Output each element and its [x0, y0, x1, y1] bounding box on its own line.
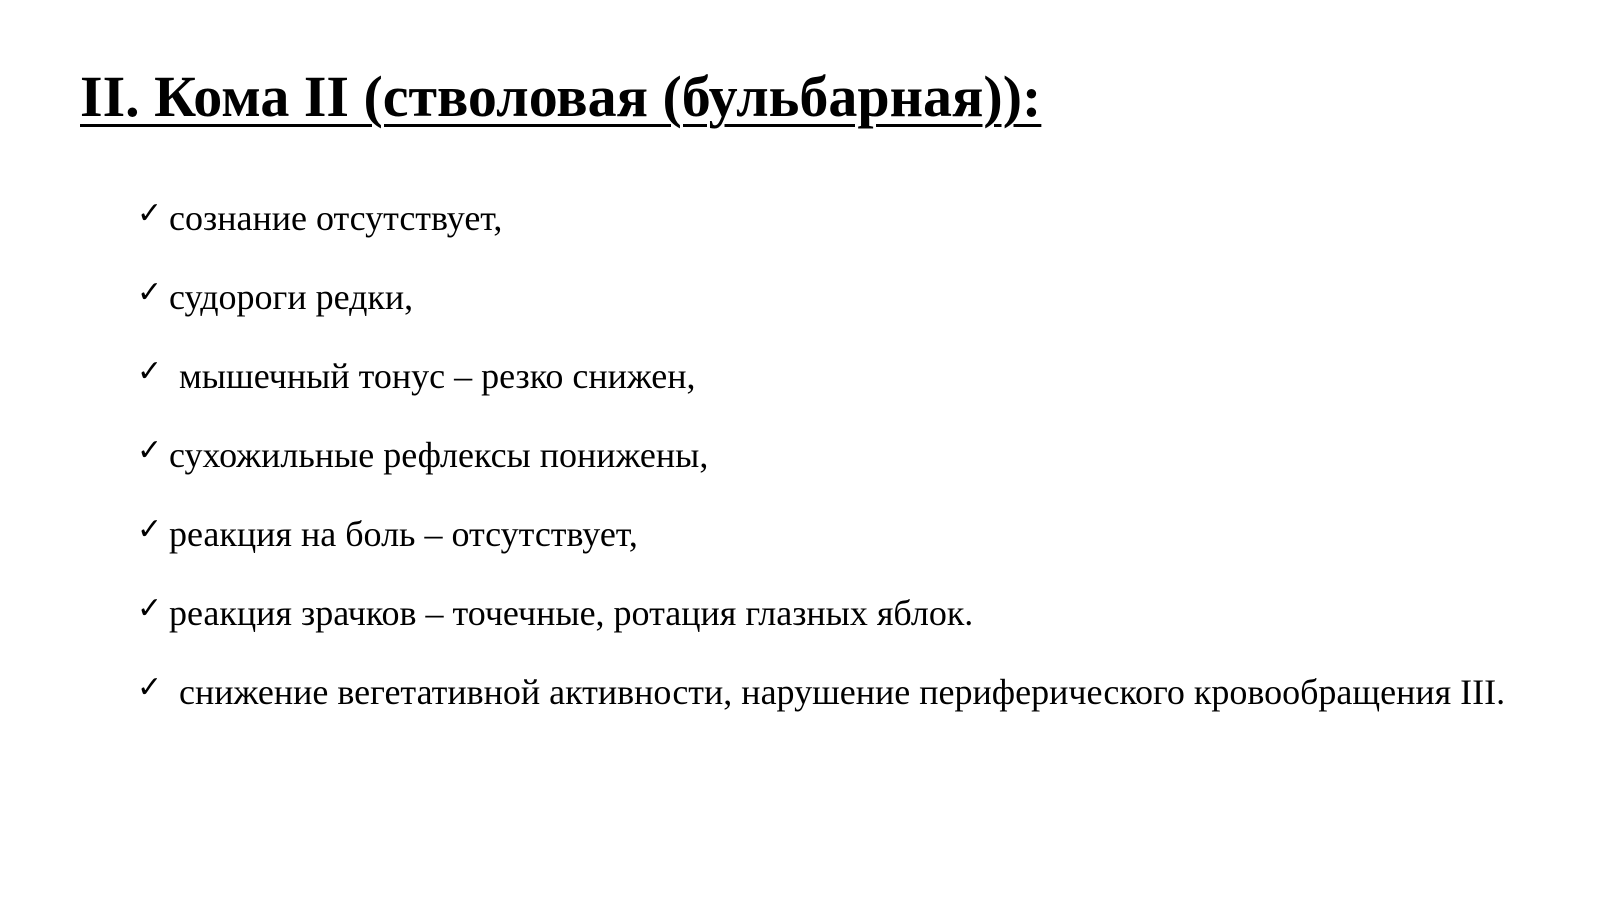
list-item	[137, 344, 1517, 408]
check-icon: ✓	[137, 196, 163, 231]
check-icon: ✓	[137, 433, 163, 468]
bullet-list	[137, 186, 1517, 739]
list-item-text: мышечный тонус – резко снижен,	[179, 356, 696, 396]
list-item-text: сознание отсутствует,	[169, 198, 503, 238]
check-icon: ✓	[137, 275, 163, 310]
list-item	[137, 423, 1517, 487]
check-icon: ✓	[137, 591, 163, 626]
list-item-text: судороги редки,	[169, 277, 414, 317]
check-icon: ✓	[137, 670, 163, 705]
list-item-text: реакция на боль – отсутствует,	[169, 514, 638, 554]
list-item	[137, 660, 1517, 724]
list-item	[137, 581, 1517, 645]
list-item-text: реакция зрачков – точечные, ротация глазных яблок.	[169, 593, 974, 633]
check-icon: ✓	[137, 512, 163, 547]
list-item-text: снижение вегетативной активности, нарушение периферического кровообращения III.	[179, 672, 1506, 712]
list-item-text: сухожильные рефлексы понижены,	[169, 435, 709, 475]
list-item	[137, 265, 1517, 329]
list-item	[137, 502, 1517, 566]
slide-title: II. Кома II (стволовая (бульбарная)):	[80, 64, 1042, 129]
list-item	[137, 186, 1517, 250]
check-icon: ✓	[137, 354, 163, 389]
